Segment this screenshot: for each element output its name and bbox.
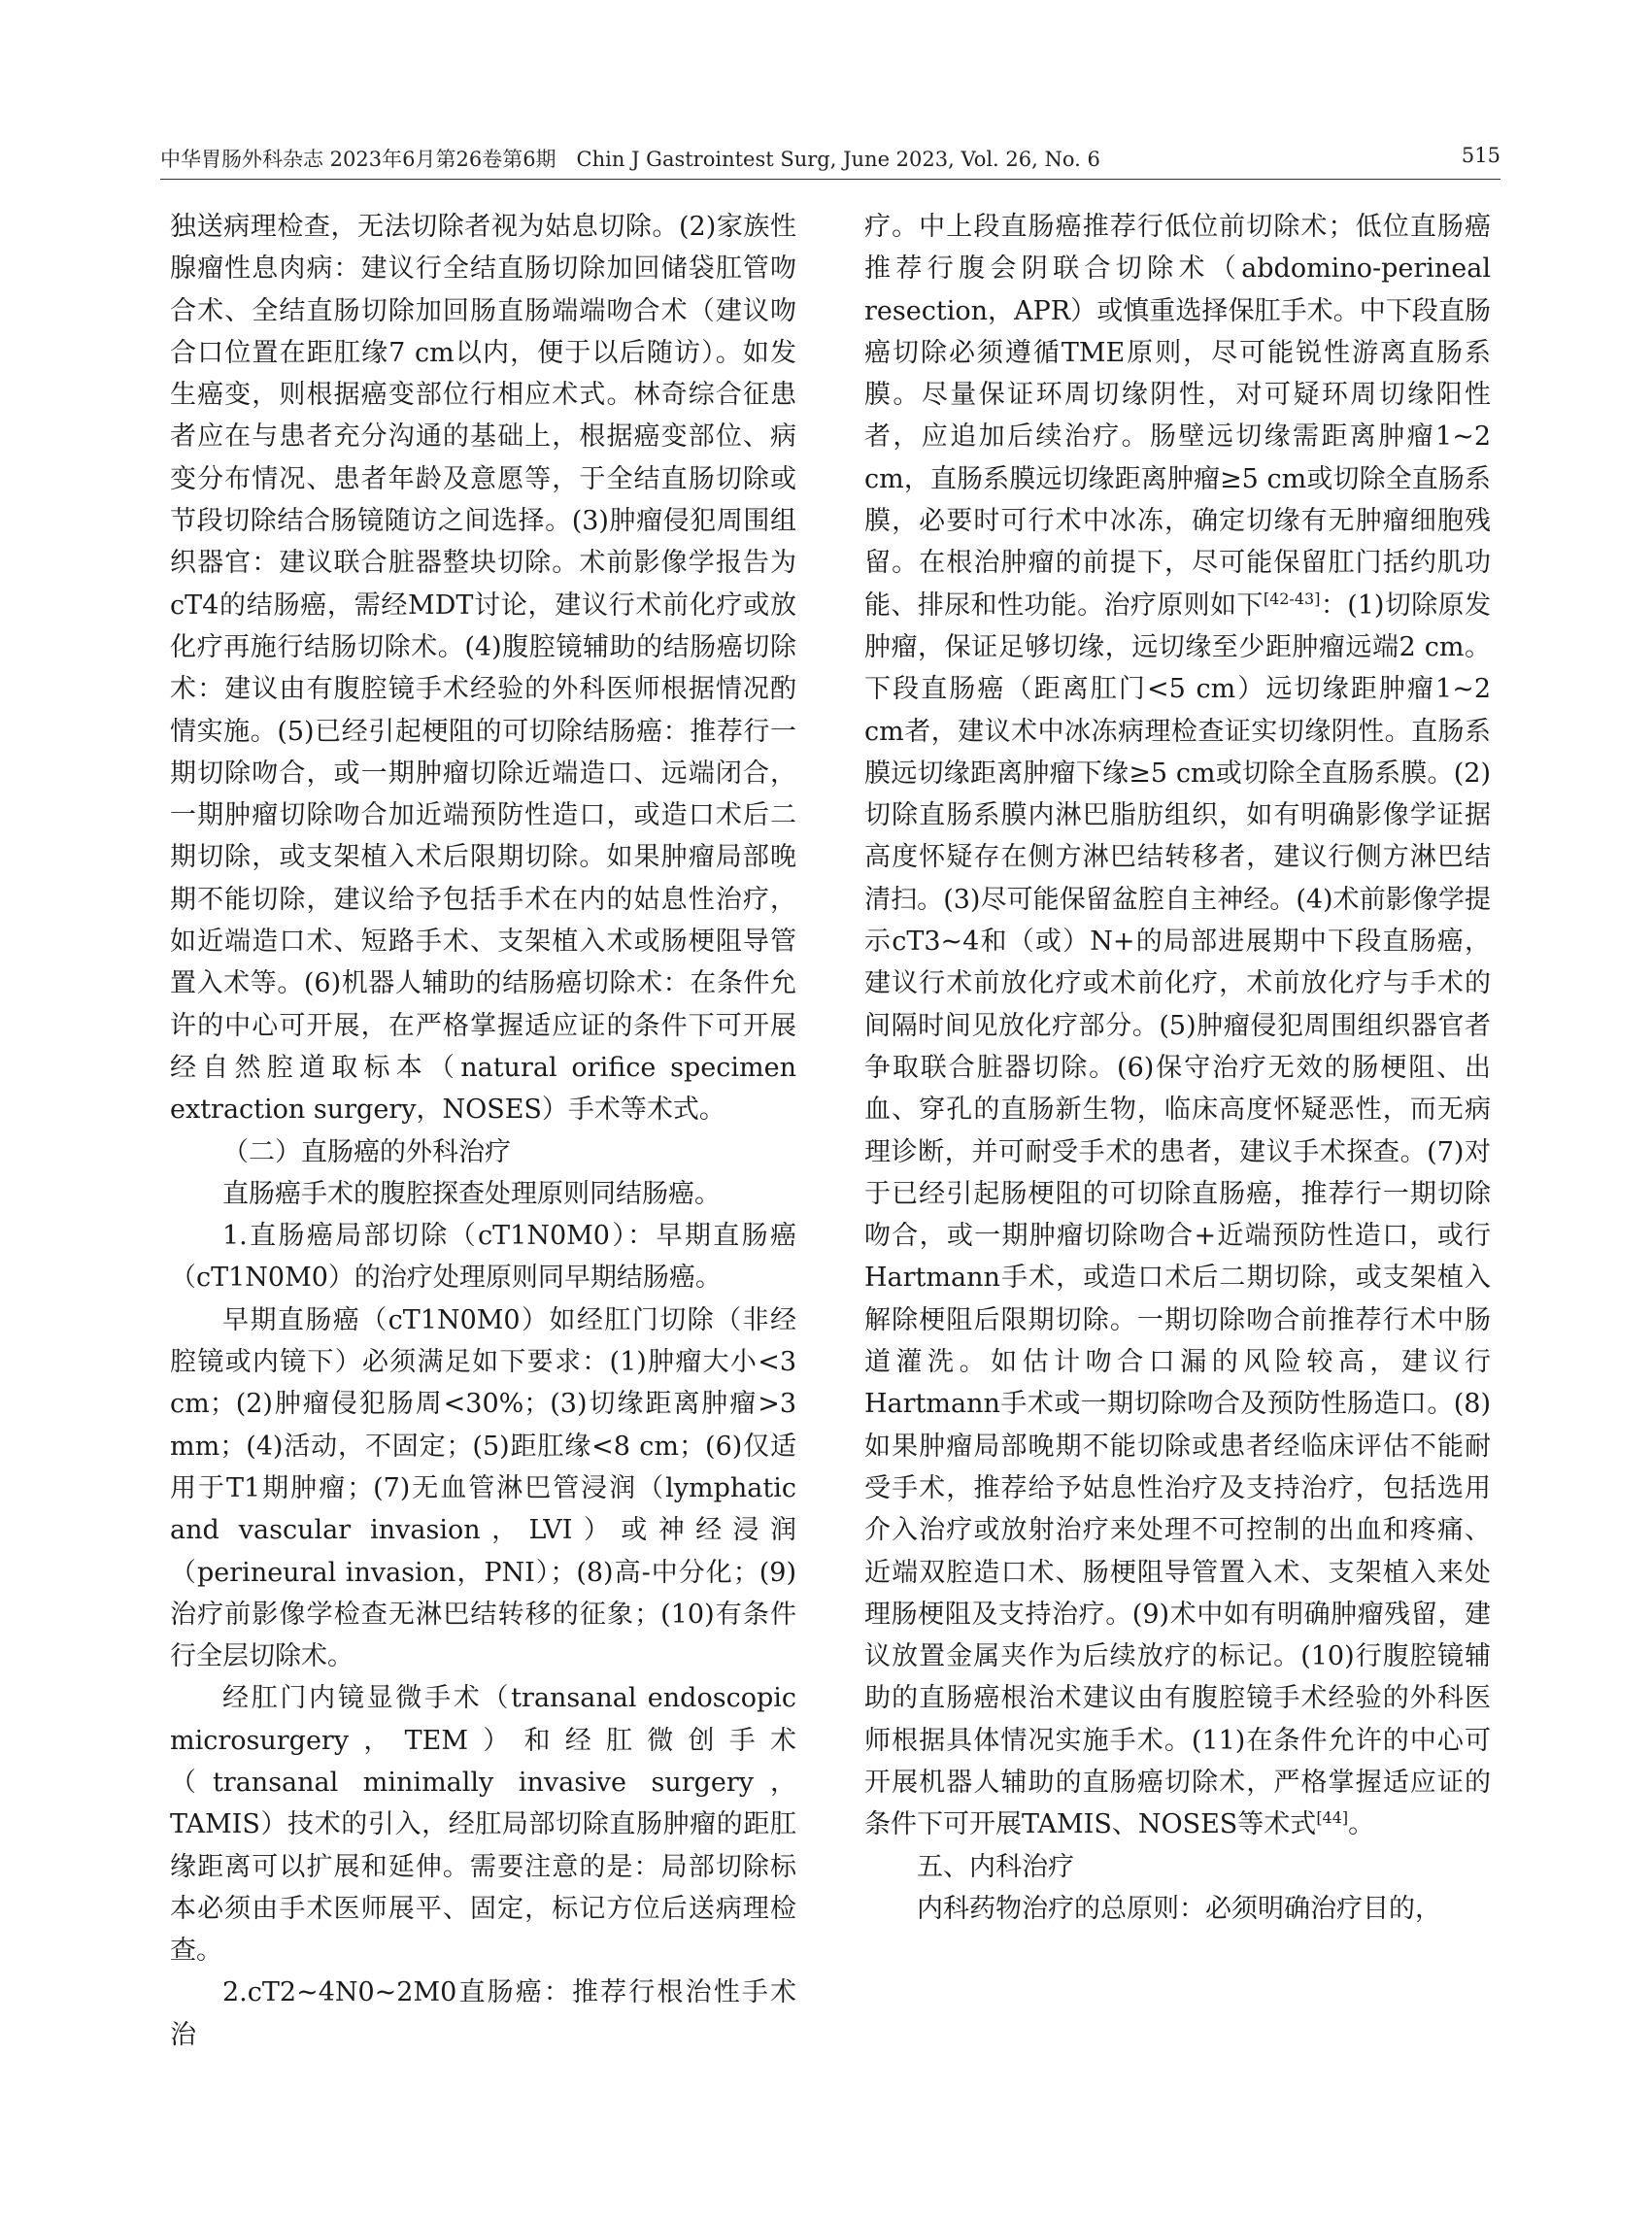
section-heading: （二）直肠癌的外科治疗 <box>222 1136 511 1167</box>
paragraph: 独送病理检查，无法切除者视为姑息切除。(2)家族性腺瘤性息肉病：建议行全结直肠切除加回储袋肛管吻合术、全结直肠切除加回肠直肠端端吻合术（建议吻合口位置在距肛缘7 cm以内，便于以后随访）。如发生癌变，则根据癌变部位行相应术式。林奇综合征患者应在与患者充分沟通的基础上，根据癌变部位、病变分布情况、患者年龄及意愿等，于全结直肠切除或节段切除结合肠镜随访之间选择。(3)肿瘤侵犯周围组织器官：建议联合脏器整块切除。术前影像学报告为cT4的结肠癌，需经MDT讨论，建议行术前化疗或放化疗再施行结肠切除术。(4)腹腔镜辅助的结肠癌切除术：建议由有腹腔镜手术经验的外科医师根据情况酌情实施。(5)已经引起梗阻的可切除结肠癌：推荐行一期切除吻合，或一期肿瘤切除近端造口、远端闭合，一期肿瘤切除吻合加近端预防性造口，或造口术后二期切除，或支架植入术后限期切除。如果肿瘤局部晚期不能切除，建议给予包括手术在内的姑息性治疗，如近端造口术、短路手术、支架植入术或肠梗阻导管置入术等。(6)机器人辅助的结肠癌切除术：在条件允许的中心可开展，在严格掌握适应证的条件下可开展经自然腔道取标本（natural orifice specimen extraction surgery，NOSES）手术等术式。 <box>170 212 796 1126</box>
paragraph: 1.直肠癌局部切除（cT1N0M0）：早期直肠癌（cT1N0M0）的治疗处理原则同早期结肠癌。 <box>170 1221 796 1294</box>
paragraph: 2.cT2~4N0~2M0直肠癌：推荐行根治性手术治 <box>170 1977 796 2050</box>
section-heading: 五、内科治疗 <box>917 1851 1074 1882</box>
left-column <box>170 206 796 2056</box>
paragraph <box>864 206 1491 1846</box>
citation-ref: [44] <box>1316 1808 1349 1828</box>
header-rule <box>160 179 1500 180</box>
running-header <box>160 136 1500 175</box>
right-column <box>864 206 1491 1930</box>
journal-citation: 中华胃肠外科杂志 2023年6月第26卷第6期 Chin J Gastrointest Surg, June 2023, Vol. 26, No. 6 <box>160 148 1100 171</box>
paragraph: 早期直肠癌（cT1N0M0）如经肛门切除（非经腔镜或内镜下）必须满足如下要求：(1)肿瘤大小<3 cm；(2)肿瘤侵犯肠周<30%；(3)切缘距离肿瘤>3 mm；(4)活动，不固定；(5)距肛缘<8 cm；(6)仅适用于T1期肿瘤；(7)无血管淋巴管浸润（lymphatic and vascular invasion，LVI）或神经浸润（perineural invasion，PNI）；(8)高-中分化；(9)治疗前影像学检查无淋巴结转移的征象；(10)有条件行全层切除术。 <box>170 1304 796 1672</box>
paragraph: 直肠癌手术的腹腔探查处理原则同结肠癌。 <box>222 1178 721 1209</box>
citation-ref: [42-43] <box>1263 589 1321 608</box>
paragraph-text: 疗。中上段直肠癌推荐行低位前切除术；低位直肠癌推荐行腹会阴联合切除术（abdomino-perineal resection，APR）或慎重选择保肛手术。中下段直肠癌切除必须遵循TME原则，尽可能锐性游离直肠系膜。尽量保证环周切缘阴性，对可疑环周切缘阳性者，应追加后续治疗。肠壁远切缘需距离肿瘤1~2 cm，直肠系膜远切缘距离肿瘤≥5 cm或切除全直肠系膜，必要时可行术中冰冻，确定切缘有无肿瘤细胞残留。在根治肿瘤的前提下，尽可能保留肛门括约肌功能、排尿和性功能。治疗原则如下 <box>864 212 1491 621</box>
paragraph-text: 。 <box>1348 1809 1375 1840</box>
paragraph: 内科药物治疗的总原则：必须明确治疗目的， <box>917 1893 1441 1924</box>
paragraph-text: ：(1)切除原发肿瘤，保证足够切缘，远切缘至少距肿瘤远端2 cm。下段直肠癌（距离肛门<5 cm）远切缘距肿瘤1~2 cm者，建议术中冰冻病理检查证实切缘阴性。直肠系膜远切缘距离肿瘤下缘≥5 cm或切除全直肠系膜。(2)切除直肠系膜内淋巴脂肪组织，如有明确影像学证据高度怀疑存在侧方淋巴结转移者，建议行侧方淋巴结清扫。(3)尽可能保留盆腔自主神经。(4)术前影像学提示cT3~4和（或）N+的局部进展期中下段直肠癌，建议行术前放化疗或术前化疗，术前放化疗与手术的间隔时间见放化疗部分。(5)肿瘤侵犯周围组织器官者争取联合脏器切除。(6)保守治疗无效的肠梗阻、出血、穿孔的直肠新生物，临床高度怀疑恶性，而无病理诊断，并可耐受手术的患者，建议手术探查。(7)对于已经引起肠梗阻的可切除直肠癌，推荐行一期切除吻合，或一期肿瘤切除吻合+近端预防性造口，或行Hartmann手术，或造口术后二期切除，或支架植入解除梗阻后限期切除。一期切除吻合前推荐行术中肠道灌洗。如估计吻合口漏的风险较高，建议行Hartmann手术或一期切除吻合及预防性肠造口。(8)如果肿瘤局部晚期不能切除或患者经临床评估不能耐受手术，推荐给予姑息性治疗及支持治疗，包括选用介入治疗或放射治疗来处理不可控制的出血和疼痛、近端双腔造口术、肠梗阻导管置入术、支架植入来处理肠梗阻及支持治疗。(9)术中如有明确肿瘤残留，建议放置金属夹作为后续放疗的标记。(10)行腹腔镜辅助的直肠癌根治术建议由有腹腔镜手术经验的外科医师根据具体情况实施手术。(11)在条件允许的中心可开展机器人辅助的直肠癌切除术，严格掌握适应证的条件下可开展TAMIS、NOSES等术式 <box>864 590 1492 1840</box>
paragraph: 经肛门内镜显微手术（transanal endoscopic microsurgery，TEM）和经肛微创手术（transanal minimally invasive surgery，TAMIS）技术的引入，经肛局部切除直肠肿瘤的距肛缘距离可以扩展和延伸。需要注意的是：局部切除标本必须由手术医师展平、固定，标记方位后送病理检查。 <box>170 1683 796 1967</box>
page-number: 515 <box>1461 144 1500 167</box>
